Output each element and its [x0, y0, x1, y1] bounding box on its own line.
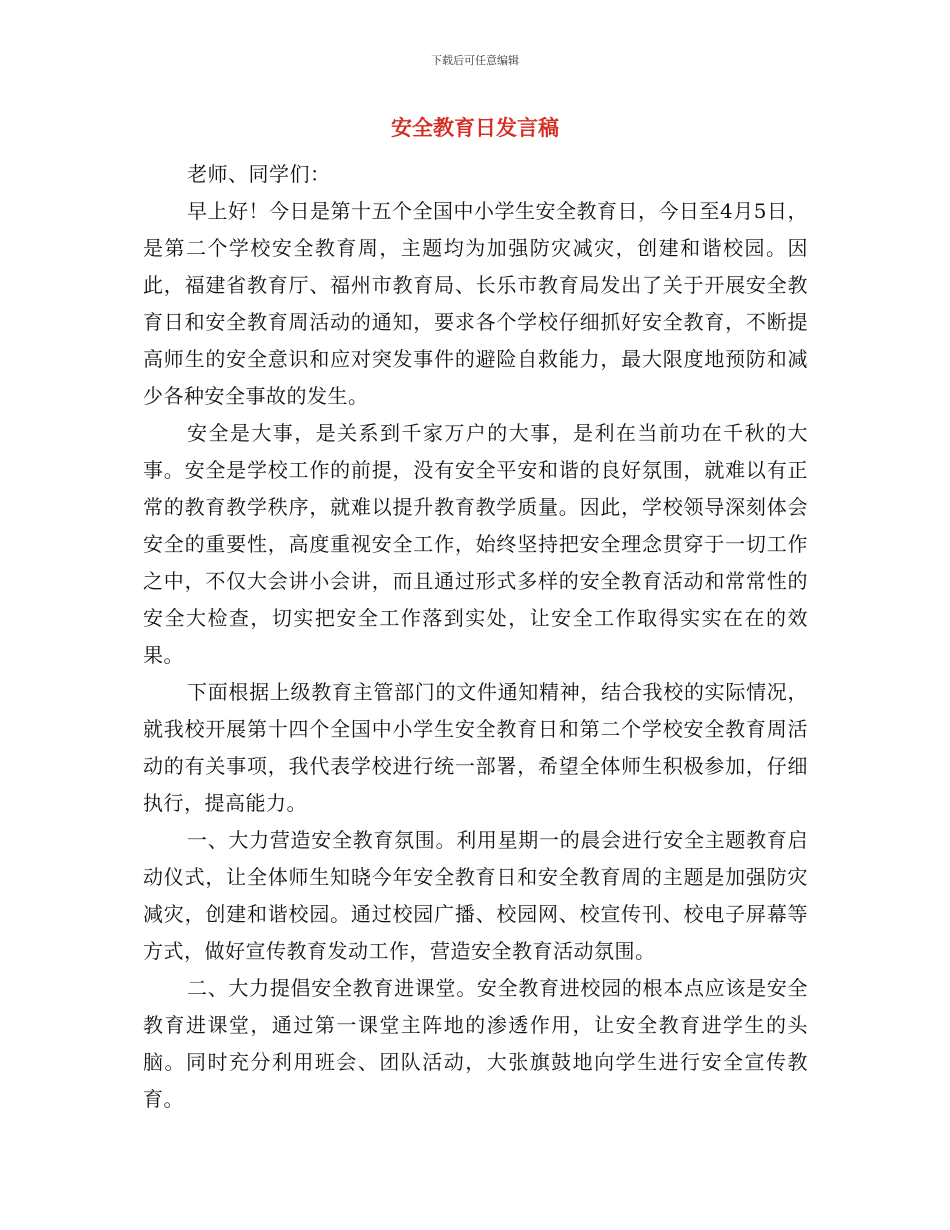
paragraph-2: 安全是大事，是关系到千家万户的大事，是利在当前功在千秋的大事。安全是学校工作的前提，没有安全平安和谐的良好氛围，就难以有正常的教育教学秩序，就难以提升教育教学质量。因此，学校领导深刻体会安全的重要性，高度重视安全工作，始终坚持把安全理念贯穿于一切工作之中，不仅大会讲小会讲，而且通过形式多样的安全教育活动和常常性的安全大检查，切实把安全工作落到实处，让安全工作取得实实在在的效果。	[143, 421, 808, 667]
header-note: 下载后可任意编辑	[431, 54, 519, 67]
paragraph-3: 下面根据上级教育主管部门的文件通知精神，结合我校的实际情况，就我校开展第十四个全国中小学生安全教育日和第二个学校安全教育周活动的有关事项，我代表学校进行统一部署，希望全体师生积极参加，仔细执行，提高能力。	[143, 680, 808, 815]
paragraph-5: 二、大力提倡安全教育进课堂。安全教育进校园的根本点应该是安全教育进课堂，通过第一课堂主阵地的渗透作用，让安全教育进学生的头脑。同时充分利用班会、团队活动，大张旗鼓地向学生进行安全宣传教育。	[143, 976, 808, 1111]
paragraph-1: 早上好！今日是第十五个全国中小学生安全教育日，今日至4月5日，是第二个学校安全教育周，主题均为加强防灾减灾，创建和谐校园。因此，福建省教育厅、福州市教育局、长乐市教育局发出了关于开展安全教育日和安全教育周活动的通知，要求各个学校仔细抓好安全教育，不断提高师生的安全意识和应对突发事件的避险自救能力，最大限度地预防和减少各种安全事故的发生。	[143, 199, 808, 408]
document-body	[143, 156, 808, 1118]
salutation: 老师、同学们：	[187, 162, 331, 186]
paragraph-4: 一、大力营造安全教育氛围。利用星期一的晨会进行安全主题教育启动仪式，让全体师生知晓今年安全教育日和安全教育周的主题是加强防灾减灾，创建和谐校园。通过校园广播、校园网、校宣传刊、校电子屏幕等方式，做好宣传教育发动工作，营造安全教育活动氛围。	[143, 828, 808, 963]
document-title: 安全教育日发言稿	[391, 116, 559, 140]
